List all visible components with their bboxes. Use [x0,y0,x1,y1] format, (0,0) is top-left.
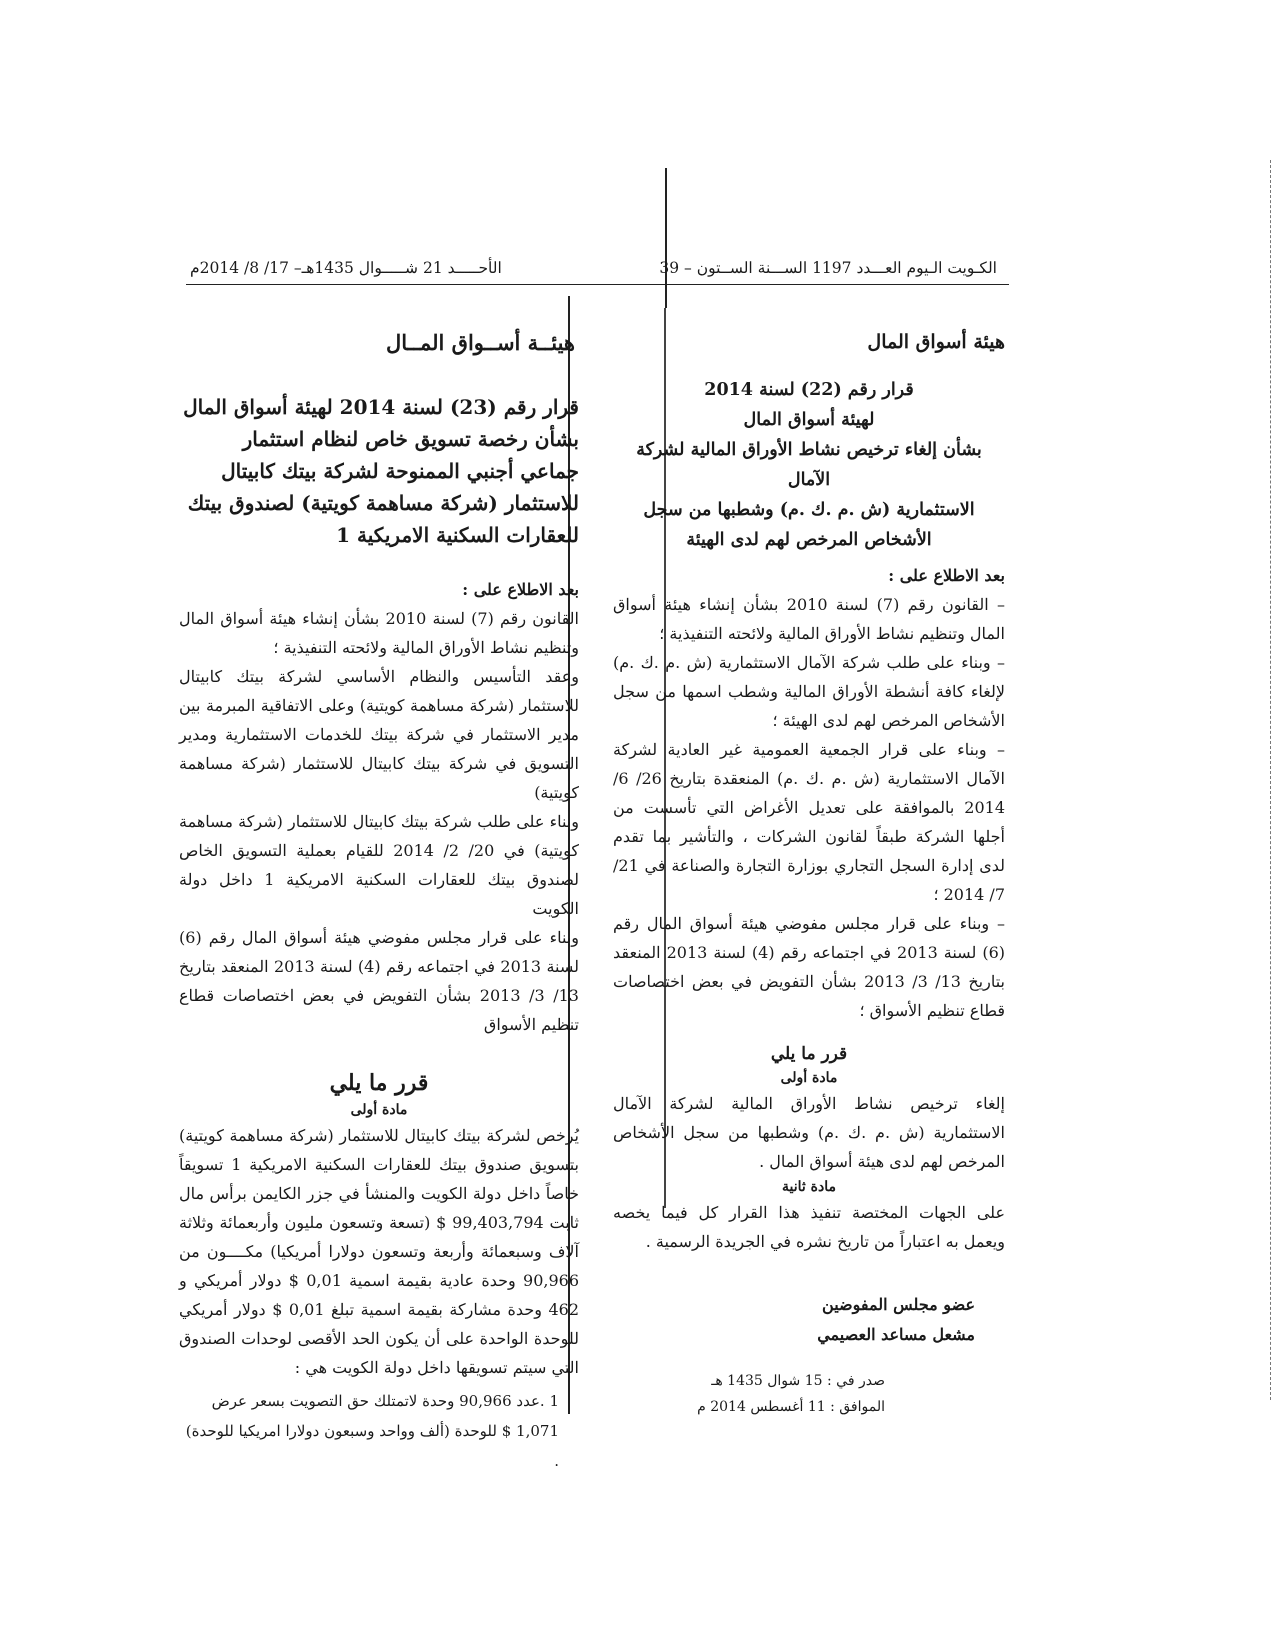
article-text: يُرخص لشركة بيتك كابيتال للاستثمار (شركة مساهمة كويتية) بتسويق صندوق بيتك للعقارات السكنية الامريكية 1 تسويقاً خاصاً داخل دولة الكويت والمنشأ في جزر الكايمن برأس مال ثابت 99,403,794 $ (تسعة وتسعون مليون وأربعمائة وثلاثة آلاف وسبعمائة وأربعة وتسعون دولارا أمريكيا) مكــــون من 90,966 وحدة عادية بقيمة اسمية 0,01 $ دولار أمريكي و 462 وحدة مشاركة بقيمة اسمية تبلغ 0,01 $ دولار أمريكي للوحدة الواحدة على أن يكون الحد الأقصى لوحدات الصندوق التي سيتم تسويقها داخل دولة الكويت هي : [179,1126,580,1377]
recital-paragraph: – القانون رقم (7) لسنة 2010 بشأن إنشاء هيئة أسواق المال وتنظيم نشاط الأوراق المالية ولائحته التنفيذية ؛ [613,595,1006,643]
recital-paragraph: – وبناء على طلب شركة الآمال الاستثمارية (ش .م .ك .م) لإلغاء كافة أنشطة الأوراق المالية وشطب اسمها من سجل الأشخاص المرخص لهم لدى الهيئة ؛ [613,653,1005,730]
recital-paragraph: وبناء على طلب شركة بيتك كابيتال للاستثمار (شركة مساهمة كويتية) في 20/ 2/ 2014 للقيام بعملية التسويق الخاص لصندوق بيتك للعقارات السكنية الامريكية 1 داخل دولة الكويت [179,812,580,918]
recital-paragraph: وبناء على قرار مجلس مفوضي هيئة أسواق المال رقم (6) لسنة 2013 في اجتماعه رقم (4) لسنة 2013 المنعقد بتاريخ 13/ 3/ 2013 بشأن التفويض في بعض اختصاصات قطاع تنظيم الأسواق [179,928,580,1034]
decree-heading: قرر ما يلي [770,1044,848,1064]
article-text: إلغاء ترخيص نشاط الأوراق المالية لشركة الآمال الاستثمارية (ش .م .ك .م) وشطبها من سجل الأشخاص المرخص لهم لدى هيئة أسواق المال . [613,1094,1005,1171]
recital-paragraph: القانون رقم (7) لسنة 2010 بشأن إنشاء هيئة أسواق المال وتنظيم نشاط الأوراق المالية ولائحته التنفيذية ؛ [179,609,579,657]
decision-title-line: الأشخاص المرخص لهم لدى الهيئة [686,530,932,550]
issue-date-gregorian: الموافق : 11 أغسطس 2014 م [697,1399,885,1415]
right-column [613,328,1005,1420]
running-header-date: الأحـــــد 21 شـــــوال 1435هـ– 17/ 8/ 2014م [190,259,502,277]
article-label: مادة أولى [780,1070,838,1086]
article-label: مادة أولى [350,1102,408,1118]
signature-block [613,1290,975,1350]
running-header-issue: الكـويت الـيوم العـــدد 1197 الســـنة الســتون – 39 [659,259,997,277]
decision-title-line: الاستثمارية (ش .م .ك .م) وشطبها من سجل [643,500,975,520]
decision-title-line: لهيئة أسواق المال [743,410,875,430]
decision-title [613,375,1005,555]
decree-heading: قرر ما يلي [329,1070,429,1096]
signature-title: عضو مجلس المفوضين [822,1295,975,1314]
signature-name: مشعل مساعد العصيمي [817,1325,975,1344]
recital-paragraph: – وبناء على قرار مجلس مفوضي هيئة أسواق المال رقم (6) لسنة 2013 في اجتماعه رقم (4) لسنة 2013 المنعقد بتاريخ 13/ 3/ 2013 بشأن التفويض في بعض اختصاصات قطاع تنظيم الأسواق ؛ [613,914,1006,1020]
decision-title-line: بشأن إلغاء ترخيص نشاط الأوراق المالية لشركة الآمال [636,440,982,490]
recital-paragraph: وعقد التأسيس والنظام الأساسي لشركة بيتك كابيتال للاستثمار (شركة مساهمة كويتية) وعلى الاتفاقية المبرمة بين مدير الاستثمار في شركة بيتك للخدمات الاستثمارية ومدير التسويق في شركة بيتك كابيتال للاستثمار (شركة مساهمة كويتية) [179,667,579,802]
scan-fold-line-top [665,168,667,308]
decision-title: قرار رقم (23) لسنة 2014 لهيئة أسواق المال بشأن رخصة تسويق خاص لنظام استثمار جماعي أجنبي الممنوحة لشركة بيتك كابيتال للاستثمار (شركة مساهمة كويتية) لصندوق بيتك للعقارات السكنية الامريكية 1 [183,395,579,547]
page-edge-marks [1260,160,1271,1400]
intro-label: بعد الاطلاع على : [462,580,579,599]
numbered-item: 1 .عدد 90,966 وحدة لاتمتلك حق التصويت بسعر عرض 1,071 $ للوحدة (ألف وواحد وسبعون دولارا امريكيا للوحدة) . [185,1392,559,1470]
header-rule [186,284,1009,285]
left-column [179,328,579,1476]
decision-title-line: قرار رقم (22) لسنة 2014 [704,380,914,400]
issue-date-hijri: صدر في : 15 شوال 1435 هـ [711,1373,885,1389]
article-label: مادة ثانية [782,1179,836,1195]
intro-label: بعد الاطلاع على : [888,566,1005,585]
article-text: على الجهات المختصة تنفيذ هذا القرار كل فيما يخصه ويعمل به اعتباراً من تاريخ نشره في الجريدة الرسمية . [613,1203,1005,1251]
section-heading: هيئــة أســواق المــال [386,330,575,355]
section-heading: هيئة أسواق المال [867,331,1005,353]
issue-date-block [613,1368,885,1420]
recital-paragraph: – وبناء على قرار الجمعية العمومية غير العادية لشركة الآمال الاستثمارية (ش .م .ك .م) المنعقدة بتاريخ 26/ 6/ 2014 بالموافقة على تعديل الأغراض التي تأسست من أجلها الشركة طبقاً لقانون الشركات ، والتأشير بما تقدم لدى إدارة السجل التجاري بوزارة التجارة والصناعة في 21/ 7/ 2014 ؛ [613,740,1005,904]
